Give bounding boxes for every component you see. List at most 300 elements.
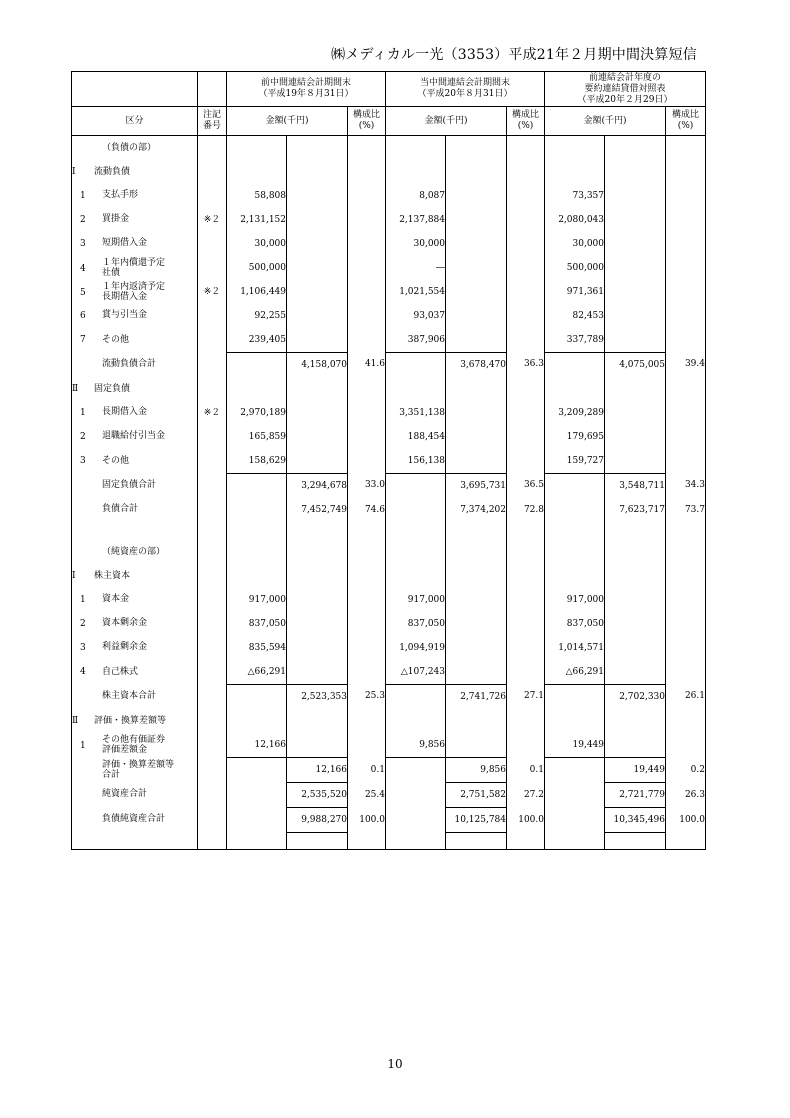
- ratio-3: [666, 636, 706, 660]
- total-amount-2: 2,751,582: [446, 783, 507, 808]
- total-amount-2: [446, 733, 507, 758]
- ratio-2: 27.2: [507, 783, 545, 808]
- total-amount-3: [605, 733, 666, 758]
- total-amount-3: 10,345,496: [605, 808, 666, 833]
- total-amount-1: [287, 522, 348, 540]
- note-cell: [198, 328, 227, 353]
- total-amount-2: [446, 136, 507, 161]
- note-cell: [198, 160, 227, 184]
- table-row: [72, 498, 706, 522]
- ratio-3: [666, 401, 706, 425]
- note-cell: [198, 425, 227, 449]
- note-cell: [198, 522, 227, 540]
- ratio-3: [666, 612, 706, 636]
- ratio-2: [507, 612, 545, 636]
- total-amount-1: 7,452,749: [287, 498, 348, 522]
- total-amount-2: [446, 401, 507, 425]
- table-row: [72, 425, 706, 449]
- total-label: 流動負債合計: [102, 359, 157, 369]
- detail-amount-3: [545, 353, 605, 378]
- ratio-2: [507, 160, 545, 184]
- total-amount-2: [446, 280, 507, 304]
- detail-amount-3: 82,453: [545, 304, 605, 328]
- row-label: [72, 184, 198, 208]
- total-amount-3: [605, 833, 666, 850]
- ratio-3: [666, 564, 706, 588]
- detail-amount-2: 1,094,919: [386, 636, 446, 660]
- detail-amount-1: [227, 833, 287, 850]
- ratio-1: 33.0: [348, 474, 386, 499]
- detail-amount-2: 156,138: [386, 449, 446, 474]
- total-amount-1: [287, 709, 348, 733]
- total-amount-2: 2,741,726: [446, 685, 507, 710]
- row-label: [72, 208, 198, 232]
- column-header-ratio-2: 構成比 (%): [507, 107, 545, 136]
- total-amount-1: [287, 208, 348, 232]
- total-amount-1: [287, 636, 348, 660]
- note-cell: [198, 256, 227, 280]
- ratio-1: [348, 232, 386, 256]
- detail-amount-1: [227, 522, 287, 540]
- total-amount-3: 19,449: [605, 758, 666, 783]
- detail-amount-1: 500,000: [227, 256, 287, 280]
- note-cell: [198, 588, 227, 612]
- total-amount-1: 2,535,520: [287, 783, 348, 808]
- ratio-2: 36.5: [507, 474, 545, 499]
- item-label: 買掛金: [102, 214, 130, 225]
- total-amount-1: [287, 304, 348, 328]
- detail-amount-2: [386, 758, 446, 783]
- ratio-2: [507, 256, 545, 280]
- detail-amount-1: [227, 758, 287, 783]
- ratio-2: [507, 733, 545, 758]
- ratio-3: [666, 377, 706, 401]
- detail-amount-2: 917,000: [386, 588, 446, 612]
- note-cell: [198, 136, 227, 161]
- ratio-1: [348, 208, 386, 232]
- ratio-3: 100.0: [666, 808, 706, 833]
- total-amount-1: 4,158,070: [287, 353, 348, 378]
- row-label: [72, 540, 198, 564]
- item-label: 利益剰余金: [102, 642, 148, 653]
- item-label: 短期借入金: [102, 238, 148, 249]
- detail-amount-2: [386, 808, 446, 833]
- total-amount-3: [605, 136, 666, 161]
- detail-amount-3: 1,014,571: [545, 636, 605, 660]
- total-amount-3: 7,623,717: [605, 498, 666, 522]
- ratio-1: 100.0: [348, 808, 386, 833]
- page-number: 10: [387, 1057, 403, 1071]
- ratio-1: 25.3: [348, 685, 386, 710]
- total-amount-3: [605, 280, 666, 304]
- ratio-1: [348, 612, 386, 636]
- detail-amount-1: 158,629: [227, 449, 287, 474]
- detail-amount-3: 179,695: [545, 425, 605, 449]
- total-amount-1: [287, 612, 348, 636]
- detail-amount-2: 188,454: [386, 425, 446, 449]
- total-amount-2: 3,678,470: [446, 353, 507, 378]
- table-row: [72, 474, 706, 499]
- table-row: [72, 685, 706, 710]
- ratio-2: [507, 136, 545, 161]
- ratio-3: [666, 256, 706, 280]
- detail-amount-2: [386, 783, 446, 808]
- total-label: 純資産合計: [102, 789, 148, 800]
- ratio-3: [666, 280, 706, 304]
- total-amount-1: [287, 136, 348, 161]
- total-amount-2: [446, 564, 507, 588]
- detail-amount-2: 93,037: [386, 304, 446, 328]
- column-header-ratio-1: 構成比 (%): [348, 107, 386, 136]
- table-row: [72, 328, 706, 353]
- total-amount-2: [446, 833, 507, 850]
- table-row: [72, 522, 706, 540]
- detail-amount-2: 2,137,884: [386, 208, 446, 232]
- note-cell: [198, 540, 227, 564]
- table-row: [72, 540, 706, 564]
- total-amount-2: [446, 184, 507, 208]
- total-amount-2: [446, 636, 507, 660]
- ratio-1: [348, 733, 386, 758]
- ratio-3: 26.1: [666, 685, 706, 710]
- total-amount-2: [446, 612, 507, 636]
- note-cell: [198, 758, 227, 783]
- total-amount-1: [287, 833, 348, 850]
- item-number: 4: [80, 667, 86, 677]
- note-cell: [198, 685, 227, 710]
- ratio-3: [666, 522, 706, 540]
- table-row: [72, 353, 706, 378]
- detail-amount-1: 58,808: [227, 184, 287, 208]
- total-amount-1: 3,294,678: [287, 474, 348, 499]
- ratio-2: [507, 328, 545, 353]
- detail-amount-1: 917,000: [227, 588, 287, 612]
- total-amount-3: [605, 304, 666, 328]
- detail-amount-2: [386, 522, 446, 540]
- note-cell: [198, 449, 227, 474]
- detail-amount-2: [386, 833, 446, 850]
- note-cell: [198, 612, 227, 636]
- total-amount-3: [605, 522, 666, 540]
- column-header-amount-1: 金額(千円): [227, 107, 348, 136]
- section-heading: （純資産の部）: [102, 546, 166, 557]
- total-amount-3: [605, 660, 666, 685]
- note-cell: [198, 232, 227, 256]
- item-label: 退職給付引当金: [102, 431, 166, 442]
- total-amount-1: [287, 184, 348, 208]
- row-label: [72, 474, 198, 499]
- table-row: [72, 160, 706, 184]
- total-amount-2: [446, 377, 507, 401]
- item-number: 3: [80, 642, 86, 653]
- table-row: [72, 256, 706, 280]
- item-label: 賞与引当金: [102, 310, 148, 321]
- ratio-1: [348, 636, 386, 660]
- total-amount-3: [605, 612, 666, 636]
- detail-amount-2: 30,000: [386, 232, 446, 256]
- total-amount-1: [287, 425, 348, 449]
- row-label: [72, 449, 198, 474]
- total-amount-3: [605, 377, 666, 401]
- total-amount-1: [287, 160, 348, 184]
- table-row: [72, 612, 706, 636]
- row-label: [72, 588, 198, 612]
- detail-amount-3: [545, 564, 605, 588]
- ratio-2: [507, 425, 545, 449]
- row-label: [72, 256, 198, 280]
- total-amount-3: [605, 328, 666, 353]
- item-number: 4: [80, 263, 86, 274]
- ratio-2: [507, 449, 545, 474]
- section-title: 流動負債: [94, 166, 131, 177]
- detail-amount-1: [227, 498, 287, 522]
- total-amount-3: [605, 160, 666, 184]
- detail-amount-2: [386, 353, 446, 378]
- total-label: 固定負債合計: [102, 480, 157, 490]
- ratio-1: 41.6: [348, 353, 386, 378]
- item-label: その他: [102, 334, 130, 345]
- total-amount-3: [605, 232, 666, 256]
- note-cell: ※２: [198, 280, 227, 304]
- ratio-1: [348, 522, 386, 540]
- ratio-2: [507, 588, 545, 612]
- detail-amount-1: [227, 564, 287, 588]
- detail-amount-2: [386, 136, 446, 161]
- total-amount-1: [287, 540, 348, 564]
- total-amount-3: [605, 709, 666, 733]
- ratio-2: 100.0: [507, 808, 545, 833]
- section-title: 株主資本: [94, 570, 131, 581]
- total-amount-3: [605, 449, 666, 474]
- ratio-1: [348, 280, 386, 304]
- ratio-1: [348, 425, 386, 449]
- detail-amount-1: 12,166: [227, 733, 287, 758]
- table-row: [72, 783, 706, 808]
- detail-amount-3: 917,000: [545, 588, 605, 612]
- note-cell: [198, 636, 227, 660]
- table-row: [72, 304, 706, 328]
- total-amount-1: [287, 280, 348, 304]
- item-label: その他有価証券 評価差額金: [102, 735, 166, 756]
- total-amount-2: [446, 709, 507, 733]
- ratio-3: [666, 425, 706, 449]
- detail-amount-3: 2,080,043: [545, 208, 605, 232]
- ratio-3: [666, 160, 706, 184]
- total-amount-3: [605, 401, 666, 425]
- row-label: [72, 685, 198, 710]
- detail-amount-3: 73,357: [545, 184, 605, 208]
- total-label: 株主資本合計: [102, 691, 157, 701]
- column-header-ratio-3: 構成比 (%): [666, 107, 706, 136]
- ratio-3: [666, 733, 706, 758]
- detail-amount-2: 9,856: [386, 733, 446, 758]
- note-cell: ※２: [198, 208, 227, 232]
- total-amount-1: 2,523,353: [287, 685, 348, 710]
- header-blank-2: [198, 72, 227, 107]
- detail-amount-1: [227, 377, 287, 401]
- row-label: [72, 808, 198, 833]
- detail-amount-2: 3,351,138: [386, 401, 446, 425]
- total-amount-1: [287, 588, 348, 612]
- ratio-2: [507, 377, 545, 401]
- ratio-3: [666, 184, 706, 208]
- item-number: 3: [80, 238, 86, 249]
- ratio-2: 72.8: [507, 498, 545, 522]
- note-cell: [198, 353, 227, 378]
- column-header-note: 注記 番号: [198, 107, 227, 136]
- table-row: [72, 377, 706, 401]
- note-cell: [198, 377, 227, 401]
- ratio-3: [666, 833, 706, 850]
- detail-amount-2: 837,050: [386, 612, 446, 636]
- total-amount-2: [446, 304, 507, 328]
- detail-amount-1: △66,291: [227, 660, 287, 685]
- note-cell: [198, 474, 227, 499]
- total-label: 負債合計: [102, 504, 139, 515]
- total-amount-2: [446, 160, 507, 184]
- ratio-1: [348, 833, 386, 850]
- table-row: [72, 660, 706, 685]
- ratio-2: [507, 280, 545, 304]
- table-row: [72, 232, 706, 256]
- ratio-3: [666, 660, 706, 685]
- ratio-3: [666, 328, 706, 353]
- item-label: その他: [102, 455, 130, 466]
- ratio-1: [348, 449, 386, 474]
- detail-amount-2: [386, 377, 446, 401]
- detail-amount-1: 2,970,189: [227, 401, 287, 425]
- row-label: [72, 425, 198, 449]
- row-label: [72, 733, 198, 758]
- table-row: [72, 588, 706, 612]
- detail-amount-3: [545, 709, 605, 733]
- total-amount-1: [287, 660, 348, 685]
- item-number: 2: [80, 214, 86, 225]
- item-number: 5: [80, 287, 86, 298]
- item-number: 1: [80, 594, 86, 605]
- total-amount-1: [287, 328, 348, 353]
- note-cell: [198, 833, 227, 850]
- detail-amount-2: [386, 474, 446, 499]
- total-amount-1: [287, 449, 348, 474]
- total-amount-2: 7,374,202: [446, 498, 507, 522]
- detail-amount-1: [227, 353, 287, 378]
- column-header-current-interim: 当中間連結会計期間末 （平成20年８月31日）: [386, 72, 545, 107]
- item-label: 資本金: [102, 594, 130, 605]
- detail-amount-1: 92,255: [227, 304, 287, 328]
- ratio-2: [507, 304, 545, 328]
- total-amount-1: [287, 377, 348, 401]
- row-label: [72, 401, 198, 425]
- note-cell: [198, 783, 227, 808]
- table-row: [72, 636, 706, 660]
- detail-amount-3: 159,727: [545, 449, 605, 474]
- total-amount-2: [446, 588, 507, 612]
- item-label: １年内償還予定 社債: [102, 258, 166, 278]
- total-amount-2: 9,856: [446, 758, 507, 783]
- ratio-2: [507, 401, 545, 425]
- table-row: [72, 733, 706, 758]
- item-number: 1: [80, 407, 86, 418]
- total-amount-2: 10,125,784: [446, 808, 507, 833]
- ratio-3: [666, 588, 706, 612]
- total-amount-1: [287, 564, 348, 588]
- detail-amount-1: [227, 783, 287, 808]
- detail-amount-3: [545, 758, 605, 783]
- total-amount-3: 2,702,330: [605, 685, 666, 710]
- row-label: [72, 636, 198, 660]
- total-amount-3: [605, 208, 666, 232]
- detail-amount-3: 3,209,289: [545, 401, 605, 425]
- item-label: 資本剰余金: [102, 618, 148, 629]
- detail-amount-1: 1,106,449: [227, 280, 287, 304]
- detail-amount-2: 1,021,554: [386, 280, 446, 304]
- ratio-1: [348, 304, 386, 328]
- ratio-2: [507, 232, 545, 256]
- detail-amount-3: [545, 377, 605, 401]
- table-row: [72, 136, 706, 161]
- section-numeral: Ⅰ: [72, 166, 76, 177]
- ratio-3: 73.7: [666, 498, 706, 522]
- table-row: [72, 401, 706, 425]
- detail-amount-2: [386, 498, 446, 522]
- total-amount-2: [446, 256, 507, 280]
- total-amount-3: [605, 588, 666, 612]
- row-label: [72, 280, 198, 304]
- total-label: 評価・換算差額等 合計: [102, 760, 175, 780]
- note-cell: ※２: [198, 401, 227, 425]
- total-label: 負債純資産合計: [102, 814, 166, 825]
- ratio-1: [348, 588, 386, 612]
- item-number: 1: [80, 740, 86, 751]
- detail-amount-2: [386, 709, 446, 733]
- item-number: 1: [80, 190, 86, 201]
- section-title: 固定負債: [94, 383, 131, 394]
- detail-amount-3: 19,449: [545, 733, 605, 758]
- total-amount-2: [446, 522, 507, 540]
- ratio-1: [348, 160, 386, 184]
- total-amount-3: [605, 540, 666, 564]
- ratio-3: 34.3: [666, 474, 706, 499]
- ratio-3: 0.2: [666, 758, 706, 783]
- ratio-2: [507, 522, 545, 540]
- ratio-1: [348, 540, 386, 564]
- detail-amount-3: [545, 783, 605, 808]
- total-amount-2: [446, 208, 507, 232]
- ratio-2: [507, 709, 545, 733]
- detail-amount-2: [386, 160, 446, 184]
- detail-amount-3: [545, 522, 605, 540]
- row-label: [72, 522, 198, 540]
- ratio-3: [666, 208, 706, 232]
- ratio-1: [348, 136, 386, 161]
- item-number: 3: [80, 456, 86, 466]
- ratio-3: [666, 304, 706, 328]
- item-label: 自己株式: [102, 666, 139, 677]
- item-number: 6: [80, 310, 86, 321]
- row-label: [72, 709, 198, 733]
- detail-amount-3: [545, 808, 605, 833]
- detail-amount-3: [545, 136, 605, 161]
- detail-amount-3: △66,291: [545, 660, 605, 685]
- row-label: [72, 783, 198, 808]
- note-cell: [198, 709, 227, 733]
- detail-amount-3: 837,050: [545, 612, 605, 636]
- detail-amount-2: △107,243: [386, 660, 446, 685]
- detail-amount-2: 8,087: [386, 184, 446, 208]
- column-header-amount-2: 金額(千円): [386, 107, 507, 136]
- section-numeral: Ⅱ: [72, 383, 79, 394]
